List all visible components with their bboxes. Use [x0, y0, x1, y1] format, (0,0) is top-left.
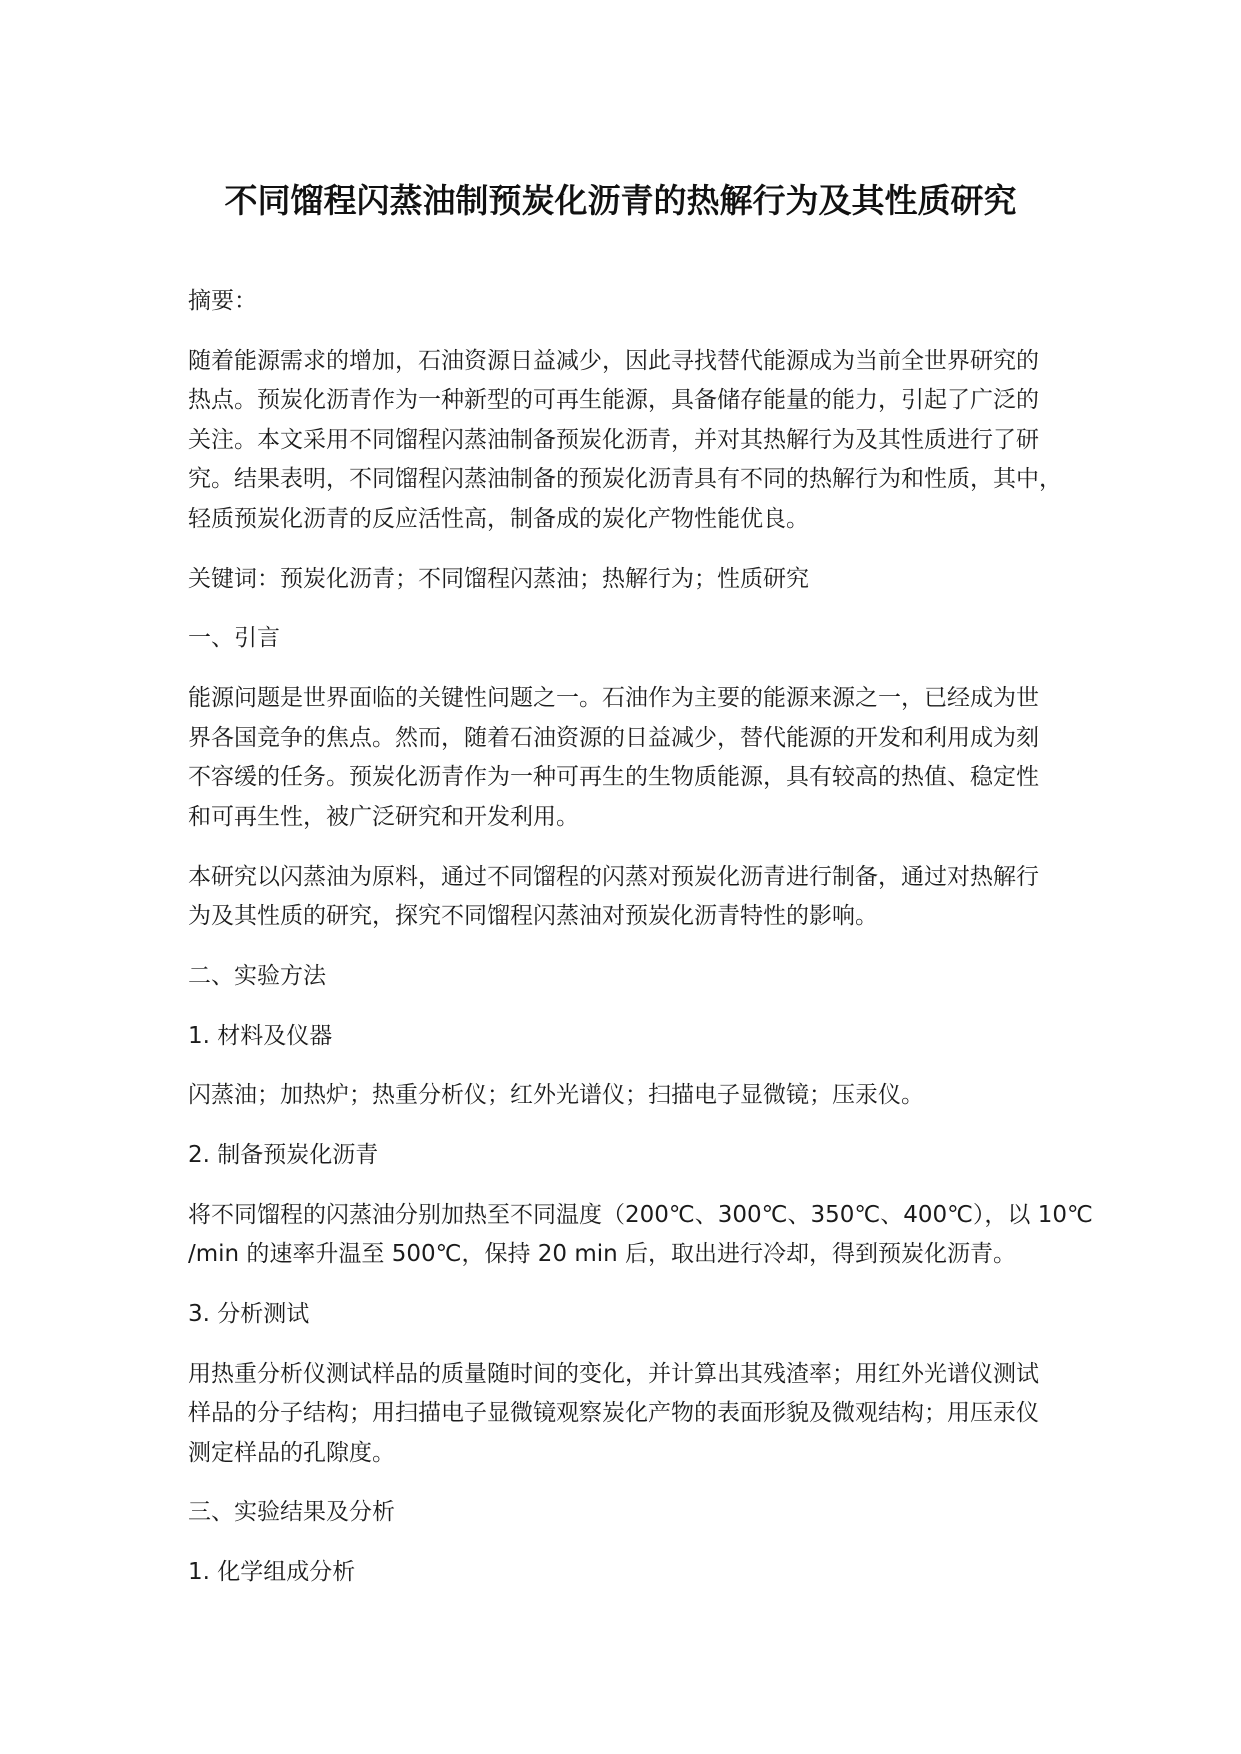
paragraph-line: 样品的分子结构；用扫描电子显微镜观察炭化产物的表面形貌及微观结构；用压汞仪 — [188, 1400, 1039, 1427]
paragraph-line: 用热重分析仪测试样品的质量随时间的变化，并计算出其残渣率；用红外光谱仪测试 — [188, 1360, 1039, 1387]
subsection-heading — [188, 1017, 1088, 1057]
paragraph-line: 究。结果表明，不同馏程闪蒸油制备的预炭化沥青具有不同的热解行为和性质，其中， — [188, 466, 1062, 493]
subsection-heading-text: 1. 材料及仪器 — [188, 1022, 333, 1049]
paragraph-line: 能源问题是世界面临的关键性问题之一。石油作为主要的能源来源之一，已经成为世 — [188, 685, 1039, 712]
paragraph-line: 随着能源需求的增加，石油资源日益减少，因此寻找替代能源成为当前全世界研究的 — [188, 347, 1039, 374]
paragraph-line: 本研究以闪蒸油为原料，通过不同馏程的闪蒸对预炭化沥青进行制备，通过对热解行 — [188, 863, 1039, 890]
paragraph — [188, 1196, 1093, 1275]
paragraph-line: 和可再生性，被广泛研究和开发利用。 — [188, 803, 579, 830]
paragraph-line: 闪蒸油；加热炉；热重分析仪；红外光谱仪；扫描电子显微镜；压汞仪。 — [188, 1082, 924, 1109]
abstract-label-text: 摘要： — [188, 288, 257, 314]
abstract-label — [188, 282, 1088, 322]
section-heading — [188, 1493, 1088, 1533]
document-title: 不同馏程闪蒸油制预炭化沥青的热解行为及其性质研究 — [224, 181, 1017, 220]
paragraph-line: /min 的速率升温至 500℃，保持 20 min 后，取出进行冷却，得到预炭化沥青。 — [188, 1241, 1017, 1268]
document-body — [188, 282, 1093, 1613]
section-heading-text: 二、实验方法 — [188, 962, 326, 989]
abstract-paragraph — [188, 342, 1088, 540]
section-heading — [188, 619, 1088, 659]
section-heading-text: 三、实验结果及分析 — [188, 1499, 395, 1526]
subsection-heading-text: 3. 分析测试 — [188, 1300, 310, 1327]
paragraph-line: 界各国竞争的焦点。然而，随着石油资源的日益减少，替代能源的开发和利用成为刻 — [188, 724, 1039, 751]
section-heading — [188, 957, 1088, 997]
paragraph-line: 关注。本文采用不同馏程闪蒸油制备预炭化沥青，并对其热解行为及其性质进行了研 — [188, 426, 1039, 453]
subsection-heading — [188, 1136, 1088, 1176]
subsection-heading-text: 2. 制备预炭化沥青 — [188, 1141, 379, 1168]
paragraph — [188, 1355, 1088, 1474]
paragraph-line: 为及其性质的研究，探究不同馏程闪蒸油对预炭化沥青特性的影响。 — [188, 903, 878, 930]
subsection-heading — [188, 1295, 1088, 1335]
paragraph-line: 轻质预炭化沥青的反应活性高，制备成的炭化产物性能优良。 — [188, 506, 809, 533]
keywords — [188, 560, 1088, 600]
paragraph-line: 测定样品的孔隙度。 — [188, 1439, 395, 1466]
keywords-text: 关键词：预炭化沥青；不同馏程闪蒸油；热解行为；性质研究 — [188, 565, 809, 592]
paragraph-line: 不容缓的任务。预炭化沥青作为一种可再生的生物质能源，具有较高的热值、稳定性 — [188, 764, 1039, 791]
paragraph — [188, 1076, 1088, 1116]
section-heading-text: 一、引言 — [188, 625, 280, 652]
subsection-heading — [188, 1553, 1088, 1593]
subsection-heading-text: 1. 化学组成分析 — [188, 1559, 356, 1586]
paragraph — [188, 858, 1088, 937]
paragraph-line: 将不同馏程的闪蒸油分别加热至不同温度（200℃、300℃、350℃、400℃），以 10℃ — [188, 1201, 1093, 1228]
paragraph — [188, 679, 1088, 837]
paragraph-line: 热点。预炭化沥青作为一种新型的可再生能源，具备储存能量的能力，引起了广泛的 — [188, 387, 1039, 414]
